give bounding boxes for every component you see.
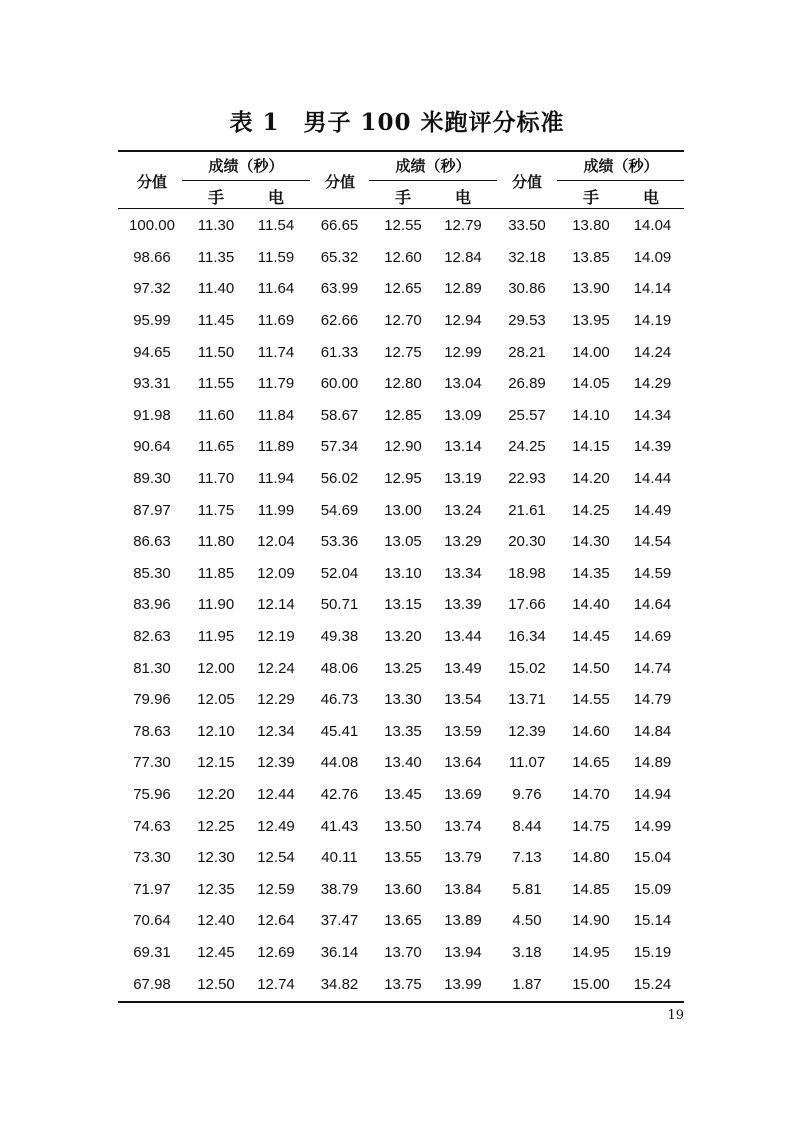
header-score-3: 分值 bbox=[511, 173, 542, 191]
cell-electric-3: 14.49 bbox=[633, 501, 672, 519]
cell-score-1: 91.98 bbox=[133, 406, 171, 424]
table-row bbox=[118, 242, 684, 274]
cell-hand-3: 14.35 bbox=[572, 564, 610, 582]
cell-electric-2: 13.64 bbox=[444, 754, 482, 772]
cell-hand-2: 12.90 bbox=[384, 438, 422, 456]
cell-hand-1: 12.35 bbox=[197, 880, 235, 898]
cell-score-1: 89.30 bbox=[133, 470, 171, 488]
cell-electric-3: 14.74 bbox=[633, 659, 672, 677]
cell-electric-1: 12.64 bbox=[257, 912, 295, 930]
cell-hand-3: 14.30 bbox=[572, 533, 610, 551]
table-row bbox=[118, 210, 684, 242]
cell-hand-3: 15.00 bbox=[572, 975, 610, 993]
table-header-rule bbox=[118, 208, 684, 209]
cell-hand-2: 13.00 bbox=[384, 501, 422, 519]
cell-electric-2: 13.34 bbox=[444, 564, 482, 582]
table-title: 表 1 男子 100 米跑评分标准 bbox=[229, 109, 565, 136]
cell-electric-3: 14.34 bbox=[633, 406, 672, 424]
cell-score-2: 62.66 bbox=[320, 312, 359, 330]
header-hand-3: 手 bbox=[582, 188, 599, 207]
cell-electric-1: 11.64 bbox=[257, 280, 295, 298]
cell-score-1: 69.31 bbox=[133, 943, 171, 961]
cell-score-1: 75.96 bbox=[133, 785, 171, 803]
cell-hand-2: 13.50 bbox=[384, 817, 422, 835]
cell-electric-3: 15.24 bbox=[633, 975, 672, 993]
table-row bbox=[118, 842, 684, 874]
cell-score-3: 33.50 bbox=[508, 217, 546, 235]
cell-hand-3: 14.70 bbox=[572, 785, 610, 803]
cell-score-3: 20.30 bbox=[508, 533, 546, 551]
cell-hand-3: 13.95 bbox=[572, 312, 610, 330]
cell-score-1: 79.96 bbox=[133, 691, 171, 709]
cell-electric-1: 12.34 bbox=[257, 722, 295, 740]
cell-electric-3: 14.99 bbox=[633, 817, 672, 835]
cell-electric-3: 14.94 bbox=[633, 785, 672, 803]
cell-hand-2: 13.05 bbox=[384, 533, 422, 551]
table-row bbox=[118, 494, 684, 526]
cell-score-2: 40.11 bbox=[321, 849, 358, 867]
cell-hand-2: 13.25 bbox=[384, 659, 422, 677]
cell-hand-1: 12.45 bbox=[197, 943, 235, 961]
cell-electric-1: 12.14 bbox=[257, 596, 295, 614]
cell-hand-2: 13.70 bbox=[384, 943, 422, 961]
cell-hand-1: 11.65 bbox=[197, 438, 235, 456]
cell-hand-2: 12.75 bbox=[384, 343, 422, 361]
cell-score-2: 58.67 bbox=[320, 406, 359, 424]
cell-electric-2: 13.89 bbox=[444, 912, 482, 930]
cell-hand-1: 12.05 bbox=[197, 691, 235, 709]
cell-score-3: 21.61 bbox=[508, 501, 546, 519]
cell-hand-1: 11.80 bbox=[197, 533, 235, 551]
cell-hand-1: 12.25 bbox=[197, 817, 235, 835]
cell-electric-3: 14.89 bbox=[633, 754, 672, 772]
cell-electric-2: 13.04 bbox=[444, 375, 482, 393]
cell-electric-1: 11.59 bbox=[257, 248, 295, 266]
cell-electric-2: 13.79 bbox=[444, 849, 482, 867]
cell-score-3: 8.44 bbox=[512, 817, 542, 835]
cell-score-2: 52.04 bbox=[320, 564, 359, 582]
header-electric-3: 电 bbox=[642, 188, 659, 207]
cell-electric-3: 14.39 bbox=[633, 438, 672, 456]
cell-electric-2: 13.09 bbox=[444, 406, 482, 424]
cell-hand-2: 12.65 bbox=[384, 280, 422, 298]
cell-score-3: 9.76 bbox=[512, 785, 542, 803]
cell-electric-1: 12.59 bbox=[257, 880, 295, 898]
cell-score-1: 98.66 bbox=[133, 248, 171, 266]
cell-electric-2: 13.69 bbox=[444, 785, 482, 803]
cell-electric-1: 12.44 bbox=[257, 785, 295, 803]
cell-electric-2: 13.44 bbox=[444, 628, 482, 646]
cell-hand-1: 11.45 bbox=[197, 312, 235, 330]
cell-hand-1: 11.60 bbox=[197, 406, 235, 424]
cell-electric-3: 14.64 bbox=[633, 596, 672, 614]
cell-electric-1: 11.94 bbox=[257, 470, 295, 488]
table-row bbox=[118, 368, 684, 400]
table-top-rule bbox=[118, 150, 684, 152]
cell-electric-2: 13.19 bbox=[444, 470, 482, 488]
cell-electric-2: 13.54 bbox=[444, 691, 482, 709]
cell-score-2: 48.06 bbox=[320, 659, 359, 677]
cell-score-2: 38.79 bbox=[320, 880, 359, 898]
cell-hand-2: 13.40 bbox=[384, 754, 422, 772]
cell-hand-2: 13.55 bbox=[384, 849, 422, 867]
cell-score-2: 34.82 bbox=[320, 975, 359, 993]
header-hand-2: 手 bbox=[394, 188, 411, 207]
cell-score-2: 63.99 bbox=[320, 280, 359, 298]
cell-electric-3: 14.69 bbox=[633, 628, 672, 646]
cell-score-1: 82.63 bbox=[133, 628, 171, 646]
cell-hand-3: 14.50 bbox=[572, 659, 610, 677]
cell-hand-3: 13.85 bbox=[572, 248, 610, 266]
header-score-1: 分值 bbox=[136, 173, 167, 191]
cell-electric-1: 12.54 bbox=[257, 849, 295, 867]
header-electric-1: 电 bbox=[267, 188, 284, 207]
cell-electric-2: 12.89 bbox=[444, 280, 482, 298]
cell-score-1: 86.63 bbox=[133, 533, 171, 551]
cell-electric-1: 12.74 bbox=[257, 975, 295, 993]
header-grade-2: 成绩（秒） bbox=[395, 157, 471, 175]
cell-hand-1: 12.10 bbox=[197, 722, 235, 740]
cell-hand-2: 13.15 bbox=[384, 596, 422, 614]
header-score-2: 分值 bbox=[324, 173, 355, 191]
cell-score-1: 83.96 bbox=[133, 596, 171, 614]
cell-hand-2: 12.70 bbox=[384, 312, 422, 330]
cell-hand-2: 12.80 bbox=[384, 375, 422, 393]
table-row bbox=[118, 558, 684, 590]
cell-electric-1: 12.49 bbox=[257, 817, 295, 835]
cell-electric-2: 13.29 bbox=[444, 533, 482, 551]
table-row bbox=[118, 463, 684, 495]
cell-hand-2: 13.20 bbox=[384, 628, 422, 646]
cell-score-3: 26.89 bbox=[508, 375, 546, 393]
cell-electric-1: 11.79 bbox=[257, 375, 295, 393]
cell-electric-2: 13.39 bbox=[444, 596, 482, 614]
cell-score-3: 3.18 bbox=[512, 943, 542, 961]
table-row bbox=[118, 779, 684, 811]
cell-electric-2: 13.59 bbox=[444, 722, 482, 740]
cell-hand-2: 12.95 bbox=[384, 470, 422, 488]
cell-hand-1: 11.90 bbox=[197, 596, 235, 614]
cell-hand-1: 12.50 bbox=[197, 975, 235, 993]
cell-hand-2: 13.35 bbox=[384, 722, 422, 740]
cell-score-2: 54.69 bbox=[320, 501, 359, 519]
cell-electric-3: 14.24 bbox=[633, 343, 672, 361]
cell-score-1: 71.97 bbox=[133, 880, 171, 898]
cell-score-2: 60.00 bbox=[320, 375, 359, 393]
header-electric-2: 电 bbox=[454, 188, 471, 207]
header-subline-3 bbox=[557, 180, 684, 181]
table-row bbox=[118, 873, 684, 905]
cell-hand-1: 11.40 bbox=[197, 280, 235, 298]
cell-electric-3: 14.59 bbox=[633, 564, 672, 582]
cell-electric-2: 13.24 bbox=[444, 501, 482, 519]
cell-score-3: 12.39 bbox=[508, 722, 546, 740]
cell-hand-2: 12.55 bbox=[384, 217, 422, 235]
table-row bbox=[118, 810, 684, 842]
cell-electric-2: 13.84 bbox=[444, 880, 482, 898]
header-hand-1: 手 bbox=[207, 188, 224, 207]
cell-score-1: 97.32 bbox=[133, 280, 171, 298]
cell-score-3: 29.53 bbox=[508, 312, 546, 330]
cell-electric-3: 14.84 bbox=[633, 722, 672, 740]
cell-score-2: 36.14 bbox=[320, 943, 359, 961]
table-row bbox=[118, 336, 684, 368]
cell-score-3: 22.93 bbox=[508, 470, 546, 488]
cell-score-3: 7.13 bbox=[512, 849, 542, 867]
cell-electric-1: 12.24 bbox=[257, 659, 295, 677]
cell-electric-1: 12.69 bbox=[257, 943, 295, 961]
cell-hand-3: 14.45 bbox=[572, 628, 610, 646]
header-subline-1 bbox=[182, 180, 310, 181]
cell-score-3: 24.25 bbox=[508, 438, 546, 456]
cell-score-1: 95.99 bbox=[133, 312, 171, 330]
cell-hand-3: 14.90 bbox=[572, 912, 610, 930]
cell-electric-1: 12.09 bbox=[257, 564, 295, 582]
cell-score-2: 44.08 bbox=[320, 754, 359, 772]
cell-score-1: 67.98 bbox=[133, 975, 171, 993]
cell-electric-1: 11.69 bbox=[257, 312, 295, 330]
cell-electric-2: 12.99 bbox=[444, 343, 482, 361]
table-row bbox=[118, 684, 684, 716]
cell-hand-1: 11.95 bbox=[197, 628, 235, 646]
cell-hand-3: 14.10 bbox=[572, 406, 610, 424]
cell-hand-3: 14.00 bbox=[572, 343, 610, 361]
cell-electric-3: 14.04 bbox=[633, 217, 672, 235]
cell-score-2: 57.34 bbox=[320, 438, 359, 456]
cell-score-3: 5.81 bbox=[512, 880, 542, 898]
table-row bbox=[118, 968, 684, 1000]
cell-score-3: 11.07 bbox=[508, 754, 546, 772]
cell-score-3: 1.87 bbox=[512, 975, 542, 993]
cell-score-2: 46.73 bbox=[320, 691, 359, 709]
cell-electric-1: 11.54 bbox=[257, 217, 295, 235]
cell-hand-2: 13.30 bbox=[384, 691, 422, 709]
cell-score-2: 37.47 bbox=[320, 912, 359, 930]
cell-score-1: 81.30 bbox=[133, 659, 171, 677]
cell-electric-1: 11.84 bbox=[257, 406, 295, 424]
header-grade-1: 成绩（秒） bbox=[208, 157, 284, 175]
table-row bbox=[118, 652, 684, 684]
cell-electric-2: 13.74 bbox=[444, 817, 482, 835]
cell-score-3: 28.21 bbox=[508, 343, 546, 361]
cell-score-3: 16.34 bbox=[508, 628, 546, 646]
cell-electric-3: 15.14 bbox=[633, 912, 672, 930]
cell-score-1: 77.30 bbox=[133, 754, 171, 772]
cell-score-1: 74.63 bbox=[133, 817, 171, 835]
cell-hand-2: 13.45 bbox=[384, 785, 422, 803]
header-grade-3: 成绩（秒） bbox=[583, 157, 659, 175]
cell-electric-1: 11.74 bbox=[257, 343, 295, 361]
cell-score-1: 90.64 bbox=[133, 438, 171, 456]
cell-electric-2: 13.14 bbox=[444, 438, 482, 456]
cell-score-2: 45.41 bbox=[320, 722, 359, 740]
cell-hand-1: 11.35 bbox=[197, 248, 235, 266]
cell-hand-3: 14.20 bbox=[572, 470, 610, 488]
cell-electric-2: 12.94 bbox=[444, 312, 482, 330]
cell-score-3: 32.18 bbox=[508, 248, 546, 266]
cell-score-2: 42.76 bbox=[320, 785, 359, 803]
cell-hand-3: 14.05 bbox=[572, 375, 610, 393]
cell-hand-1: 11.75 bbox=[197, 501, 235, 519]
cell-hand-3: 14.25 bbox=[572, 501, 610, 519]
cell-electric-3: 14.19 bbox=[633, 312, 672, 330]
cell-hand-1: 12.20 bbox=[197, 785, 235, 803]
cell-score-3: 4.50 bbox=[512, 912, 542, 930]
cell-hand-2: 12.60 bbox=[384, 248, 422, 266]
cell-electric-2: 13.99 bbox=[444, 975, 482, 993]
cell-hand-2: 13.60 bbox=[384, 880, 422, 898]
table-row bbox=[118, 716, 684, 748]
cell-hand-1: 11.30 bbox=[197, 217, 235, 235]
cell-hand-1: 12.00 bbox=[197, 659, 235, 677]
cell-hand-2: 12.85 bbox=[384, 406, 422, 424]
cell-hand-1: 11.55 bbox=[197, 375, 235, 393]
table-row bbox=[118, 431, 684, 463]
cell-electric-3: 15.04 bbox=[633, 849, 672, 867]
cell-hand-3: 14.85 bbox=[572, 880, 610, 898]
cell-electric-1: 12.04 bbox=[257, 533, 295, 551]
cell-hand-3: 13.80 bbox=[572, 217, 610, 235]
cell-score-3: 17.66 bbox=[508, 596, 546, 614]
cell-score-3: 30.86 bbox=[508, 280, 546, 298]
cell-electric-1: 11.89 bbox=[257, 438, 295, 456]
cell-score-2: 61.33 bbox=[320, 343, 359, 361]
cell-score-1: 70.64 bbox=[133, 912, 171, 930]
cell-score-2: 49.38 bbox=[320, 628, 359, 646]
table-row bbox=[118, 747, 684, 779]
table-row bbox=[118, 526, 684, 558]
cell-hand-2: 13.65 bbox=[384, 912, 422, 930]
cell-hand-1: 12.40 bbox=[197, 912, 235, 930]
table-row bbox=[118, 273, 684, 305]
cell-score-1: 73.30 bbox=[133, 849, 171, 867]
cell-score-1: 93.31 bbox=[133, 375, 171, 393]
table-row bbox=[118, 305, 684, 337]
cell-hand-1: 11.85 bbox=[197, 564, 235, 582]
cell-electric-3: 14.54 bbox=[633, 533, 672, 551]
cell-electric-2: 13.49 bbox=[444, 659, 482, 677]
cell-electric-1: 12.39 bbox=[257, 754, 295, 772]
cell-electric-2: 12.84 bbox=[444, 248, 482, 266]
cell-electric-1: 11.99 bbox=[257, 501, 295, 519]
cell-score-1: 78.63 bbox=[133, 722, 171, 740]
cell-hand-2: 13.75 bbox=[384, 975, 422, 993]
cell-hand-3: 14.55 bbox=[572, 691, 610, 709]
cell-score-1: 85.30 bbox=[133, 564, 171, 582]
cell-hand-1: 12.15 bbox=[197, 754, 235, 772]
cell-score-3: 15.02 bbox=[508, 659, 546, 677]
cell-electric-3: 14.44 bbox=[633, 470, 672, 488]
cell-score-2: 66.65 bbox=[320, 217, 359, 235]
cell-score-2: 50.71 bbox=[320, 596, 359, 614]
table-row bbox=[118, 621, 684, 653]
cell-score-2: 53.36 bbox=[320, 533, 359, 551]
cell-hand-3: 13.90 bbox=[572, 280, 610, 298]
table-row bbox=[118, 905, 684, 937]
table-bottom-rule bbox=[118, 1001, 684, 1003]
cell-electric-3: 14.09 bbox=[633, 248, 672, 266]
cell-hand-1: 12.30 bbox=[197, 849, 235, 867]
cell-hand-1: 11.50 bbox=[197, 343, 235, 361]
cell-hand-1: 11.70 bbox=[197, 470, 235, 488]
cell-score-1: 87.97 bbox=[133, 501, 171, 519]
header-subline-2 bbox=[369, 180, 497, 181]
cell-electric-1: 12.19 bbox=[257, 628, 295, 646]
cell-hand-2: 13.10 bbox=[384, 564, 422, 582]
cell-electric-2: 12.79 bbox=[444, 217, 482, 235]
cell-score-1: 94.65 bbox=[133, 343, 171, 361]
cell-score-3: 25.57 bbox=[508, 406, 546, 424]
cell-hand-3: 14.75 bbox=[572, 817, 610, 835]
cell-electric-3: 14.14 bbox=[633, 280, 672, 298]
table-row bbox=[118, 589, 684, 621]
cell-hand-3: 14.95 bbox=[572, 943, 610, 961]
cell-hand-3: 14.60 bbox=[572, 722, 610, 740]
cell-electric-3: 15.09 bbox=[633, 880, 672, 898]
cell-hand-3: 14.40 bbox=[572, 596, 610, 614]
cell-score-2: 65.32 bbox=[320, 248, 359, 266]
cell-electric-3: 15.19 bbox=[633, 943, 672, 961]
cell-score-2: 41.43 bbox=[320, 817, 359, 835]
table-row bbox=[118, 937, 684, 969]
score-table bbox=[118, 210, 684, 1000]
page-number: 19 bbox=[667, 1008, 684, 1023]
cell-electric-3: 14.29 bbox=[633, 375, 672, 393]
cell-electric-3: 14.79 bbox=[633, 691, 672, 709]
cell-score-1: 100.00 bbox=[129, 217, 175, 235]
cell-electric-2: 13.94 bbox=[444, 943, 482, 961]
cell-score-2: 56.02 bbox=[320, 470, 359, 488]
cell-hand-3: 14.80 bbox=[572, 849, 610, 867]
table-row bbox=[118, 400, 684, 432]
cell-hand-3: 14.65 bbox=[572, 754, 610, 772]
cell-hand-3: 14.15 bbox=[572, 438, 610, 456]
cell-score-3: 18.98 bbox=[508, 564, 546, 582]
cell-electric-1: 12.29 bbox=[257, 691, 295, 709]
cell-score-3: 13.71 bbox=[508, 691, 546, 709]
